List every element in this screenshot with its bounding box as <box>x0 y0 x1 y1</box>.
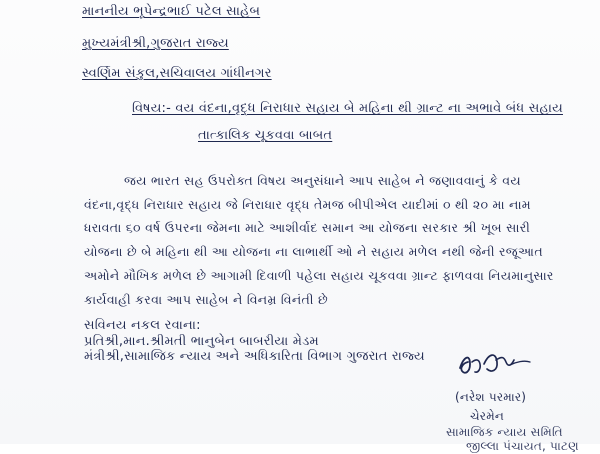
signature-image <box>456 342 534 382</box>
signatory-designation: ચેરમેન <box>470 409 505 423</box>
body-line-3: ધરાવતા ૬૦ વર્ષ ઉપરના જેમના માટે આશીર્વાદ સમાન આ યોજના સરકાર શ્રી ખૂબ સારી <box>84 220 531 235</box>
recipient-line-2: મુખ્યમંત્રીશ્રી,ગુજરાત રાજ્ય <box>82 36 229 51</box>
handwritten-signature <box>456 342 534 382</box>
recipient-line-1: માનનીય ભૂપેન્દ્રભાઈ પટેલ સાહેબ <box>82 4 261 19</box>
body-line-1: જય ભારત સહ ઉપરોક્ત વિષય અનુસંધાને આપ સાહેબ ને જણાવવાનું કે વય <box>124 173 522 188</box>
signatory-office: જીલ્લા પંચાયત, પાટણ <box>466 439 579 453</box>
copy-line-2: મંત્રીશ્રી,સામાજિક ન્યાય અને અધિકારિતા વિભાગ ગુજરાત રાજ્ય <box>84 349 425 364</box>
signatory-name: (નરેશ પરમાર) <box>455 390 527 404</box>
body-line-4: યોજના છે બે મહિના થી આ યોજના ના લાભાર્થી ઓ ને સહાય મળેલ નથી જેની રજૂઆત <box>84 244 543 259</box>
signatory-committee: સામાજિક ન્યાય સમિતિ <box>446 425 563 439</box>
body-line-2: વંદના,વૃદ્ધ નિરાધાર સહાય જે નિરાધાર વૃદ્ધ તેમજ બીપીએલ યાદીમાં ૦ થી ૨૦ મા નામ <box>84 197 531 212</box>
body-line-6: કાર્યવાહી કરવા આપ સાહેબ ને વિનમ્ર વિનંતી છે <box>84 292 328 307</box>
subject-line-2: તાત્કાલિક ચૂકવવા બાબત <box>198 128 333 143</box>
body-line-5: અમોને મૌખિક મળેલ છે આગામી દિવાળી પહેલા સહાય ચૂકવવા ગ્રાન્ટ ફાળવવા નિયમાનુસાર <box>84 268 554 283</box>
copy-heading: સવિનય નકલ રવાના: <box>84 318 201 333</box>
copy-line-1: પ્રતિશ્રી,માન.શ્રીમતી ભાનુબેન બાબરીયા મેડમ <box>84 334 319 349</box>
recipient-line-3: સ્વર્ણિમ સંકુલ,સચિવાલય ગાંધીનગર <box>82 66 272 81</box>
subject-line-1: વિષય:- વય વંદના,વૃદ્ધ નિરાધાર સહાય બે મહિના થી ગ્રાન્ટ ના અભાવે બંધ સહાય <box>132 101 563 116</box>
